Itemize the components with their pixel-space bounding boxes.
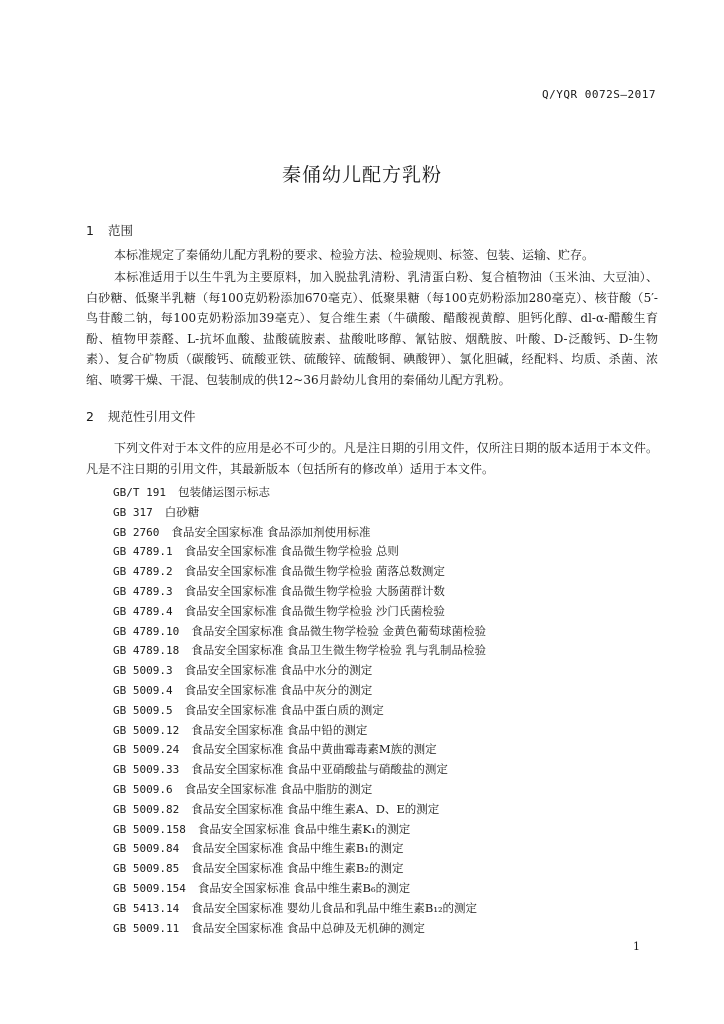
reference-code: GB 5009.82 [113,802,180,816]
reference-code: GB 5009.84 [113,842,180,856]
reference-item [113,661,486,681]
section-heading-references [86,407,196,425]
reference-code: GB 5009.5 [113,703,173,717]
reference-title: 食品安全国家标准 食品中维生素B₆的测定 [197,880,411,895]
reference-code: GB 4789.4 [113,604,173,618]
section-title: 范围 [108,223,134,238]
reference-item [113,602,486,622]
reference-list [113,483,486,938]
reference-code: GB 5009.33 [113,763,180,777]
reference-title: 食品安全国家标准 食品中维生素B₂的测定 [191,861,404,876]
reference-code: GB 4789.1 [113,545,173,559]
reference-item [113,721,486,741]
reference-code: GB 5009.24 [113,743,180,757]
reference-code: GB/T 191 [113,486,166,499]
section-heading-scope [86,221,133,239]
reference-code: GB 4789.18 [113,644,180,658]
reference-title: 食品安全国家标准 食品中亚硝酸盐与硝酸盐的测定 [191,762,448,777]
reference-title: 食品安全国家标准 食品卫生微生物学检验 乳与乳制品检验 [191,643,487,658]
reference-code: GB 5009.158 [113,822,186,836]
reference-title: 食品安全国家标准 食品微生物学检验 菌落总数测定 [184,564,445,579]
reference-code: GB 5009.3 [113,664,173,678]
standard-number: Q/YQR 0072S—2017 [542,88,656,101]
reference-title: 食品安全国家标准 食品微生物学检验 沙门氏菌检验 [184,603,445,618]
reference-title: 食品安全国家标准 食品微生物学检验 总则 [184,544,399,559]
reference-title: 食品安全国家标准 食品微生物学检验 大肠菌群计数 [184,583,445,598]
reference-code: GB 5009.12 [113,723,180,737]
reference-title: 食品安全国家标准 食品添加剂使用标准 [171,524,371,539]
references-intro-paragraph: 下列文件对于本文件的应用是必不可少的。凡是注日期的引用文件，仅所注日期的版本适用于本文件。凡是不注日期的引用文件，其最新版本（包括所有的修改单）适用于本文件。 [86,441,658,476]
reference-title: 食品安全国家标准 食品中铅的测定 [191,722,368,737]
reference-item [113,641,486,661]
scope-paragraph-2: 本标准适用于以生牛乳为主要原料，加入脱盐乳清粉、乳清蛋白粉、复合植物油（玉米油、大豆油）、白砂糖、低聚半乳糖（每100克奶粉添加670毫克）、低聚果糖（每100克奶粉添加280毫克）、核苷酸（5′-鸟苷酸二钠，每100克奶粉添加39毫克）、复合维生素（牛磺酸、醋酸视黄醇、胆钙化醇、dl-α-醋酸生育酚、植物甲萘醛、L-抗坏血酸、盐酸硫胺素、盐酸吡哆醇、氰钴胺、烟酰胺、叶酸、D-泛酸钙、D-生物素）、复合矿物质（碳酸钙、硫酸亚铁、硫酸锌、硫酸铜、碘酸钾）、氯化胆碱，经配料、均质、杀菌、浓缩、喷雾干燥、干混、包装制成的供12~36月龄幼儿食用的秦俑幼儿配方乳粉。 [86,270,658,387]
scope-paragraph-1: 本标准规定了秦俑幼儿配方乳粉的要求、检验方法、检验规则、标签、包装、运输、贮存。 [114,248,595,262]
reference-title: 食品安全国家标准 食品中黄曲霉毒素M族的测定 [191,742,437,757]
reference-item [113,622,486,642]
reference-item [113,919,486,939]
reference-item [113,483,486,503]
reference-item [113,820,486,840]
reference-item [113,582,486,602]
reference-item [113,859,486,879]
section-title: 规范性引用文件 [108,409,196,424]
section-number: 1 [86,223,94,238]
reference-title: 白砂糖 [164,504,200,519]
reference-title: 食品安全国家标准 婴幼儿食品和乳品中维生素B₁₂的测定 [191,900,478,915]
reference-item [113,760,486,780]
reference-title: 食品安全国家标准 食品微生物学检验 金黄色葡萄球菌检验 [191,623,487,638]
reference-code: GB 5009.85 [113,862,180,876]
reference-item [113,681,486,701]
page-title: 秦俑幼儿配方乳粉 [281,164,442,186]
page-number: 1 [633,940,640,953]
reference-code: GB 5009.11 [113,921,180,935]
reference-code: GB 4789.2 [113,565,173,579]
reference-title: 食品安全国家标准 食品中维生素B₁的测定 [191,841,404,856]
reference-title: 食品安全国家标准 食品中灰分的测定 [184,682,373,697]
reference-title: 食品安全国家标准 食品中维生素K₁的测定 [197,821,411,836]
section-number: 2 [86,409,94,424]
reference-title: 食品安全国家标准 食品中维生素A、D、E的测定 [191,801,440,816]
reference-code: GB 2760 [113,525,160,539]
reference-code: GB 4789.10 [113,624,180,638]
reference-item [113,800,486,820]
reference-title: 食品安全国家标准 食品中水分的测定 [184,663,373,678]
reference-item [113,562,486,582]
reference-item [113,899,486,919]
reference-code: GB 5413.14 [113,901,180,915]
reference-item [113,542,486,562]
reference-item [113,839,486,859]
reference-title: 食品安全国家标准 食品中蛋白质的测定 [184,702,384,717]
reference-item [113,879,486,899]
reference-code: GB 5009.6 [113,782,173,796]
reference-code: GB 5009.4 [113,683,173,697]
reference-title: 食品安全国家标准 食品中脂肪的测定 [184,781,373,796]
reference-title: 包装储运图示标志 [177,485,270,499]
reference-item [113,523,486,543]
reference-code: GB 5009.154 [113,881,186,895]
reference-item [113,701,486,721]
reference-item [113,503,486,523]
reference-item [113,780,486,800]
reference-item [113,740,486,760]
reference-title: 食品安全国家标准 食品中总砷及无机砷的测定 [191,920,425,935]
reference-code: GB 4789.3 [113,584,173,598]
reference-code: GB 317 [113,505,153,519]
